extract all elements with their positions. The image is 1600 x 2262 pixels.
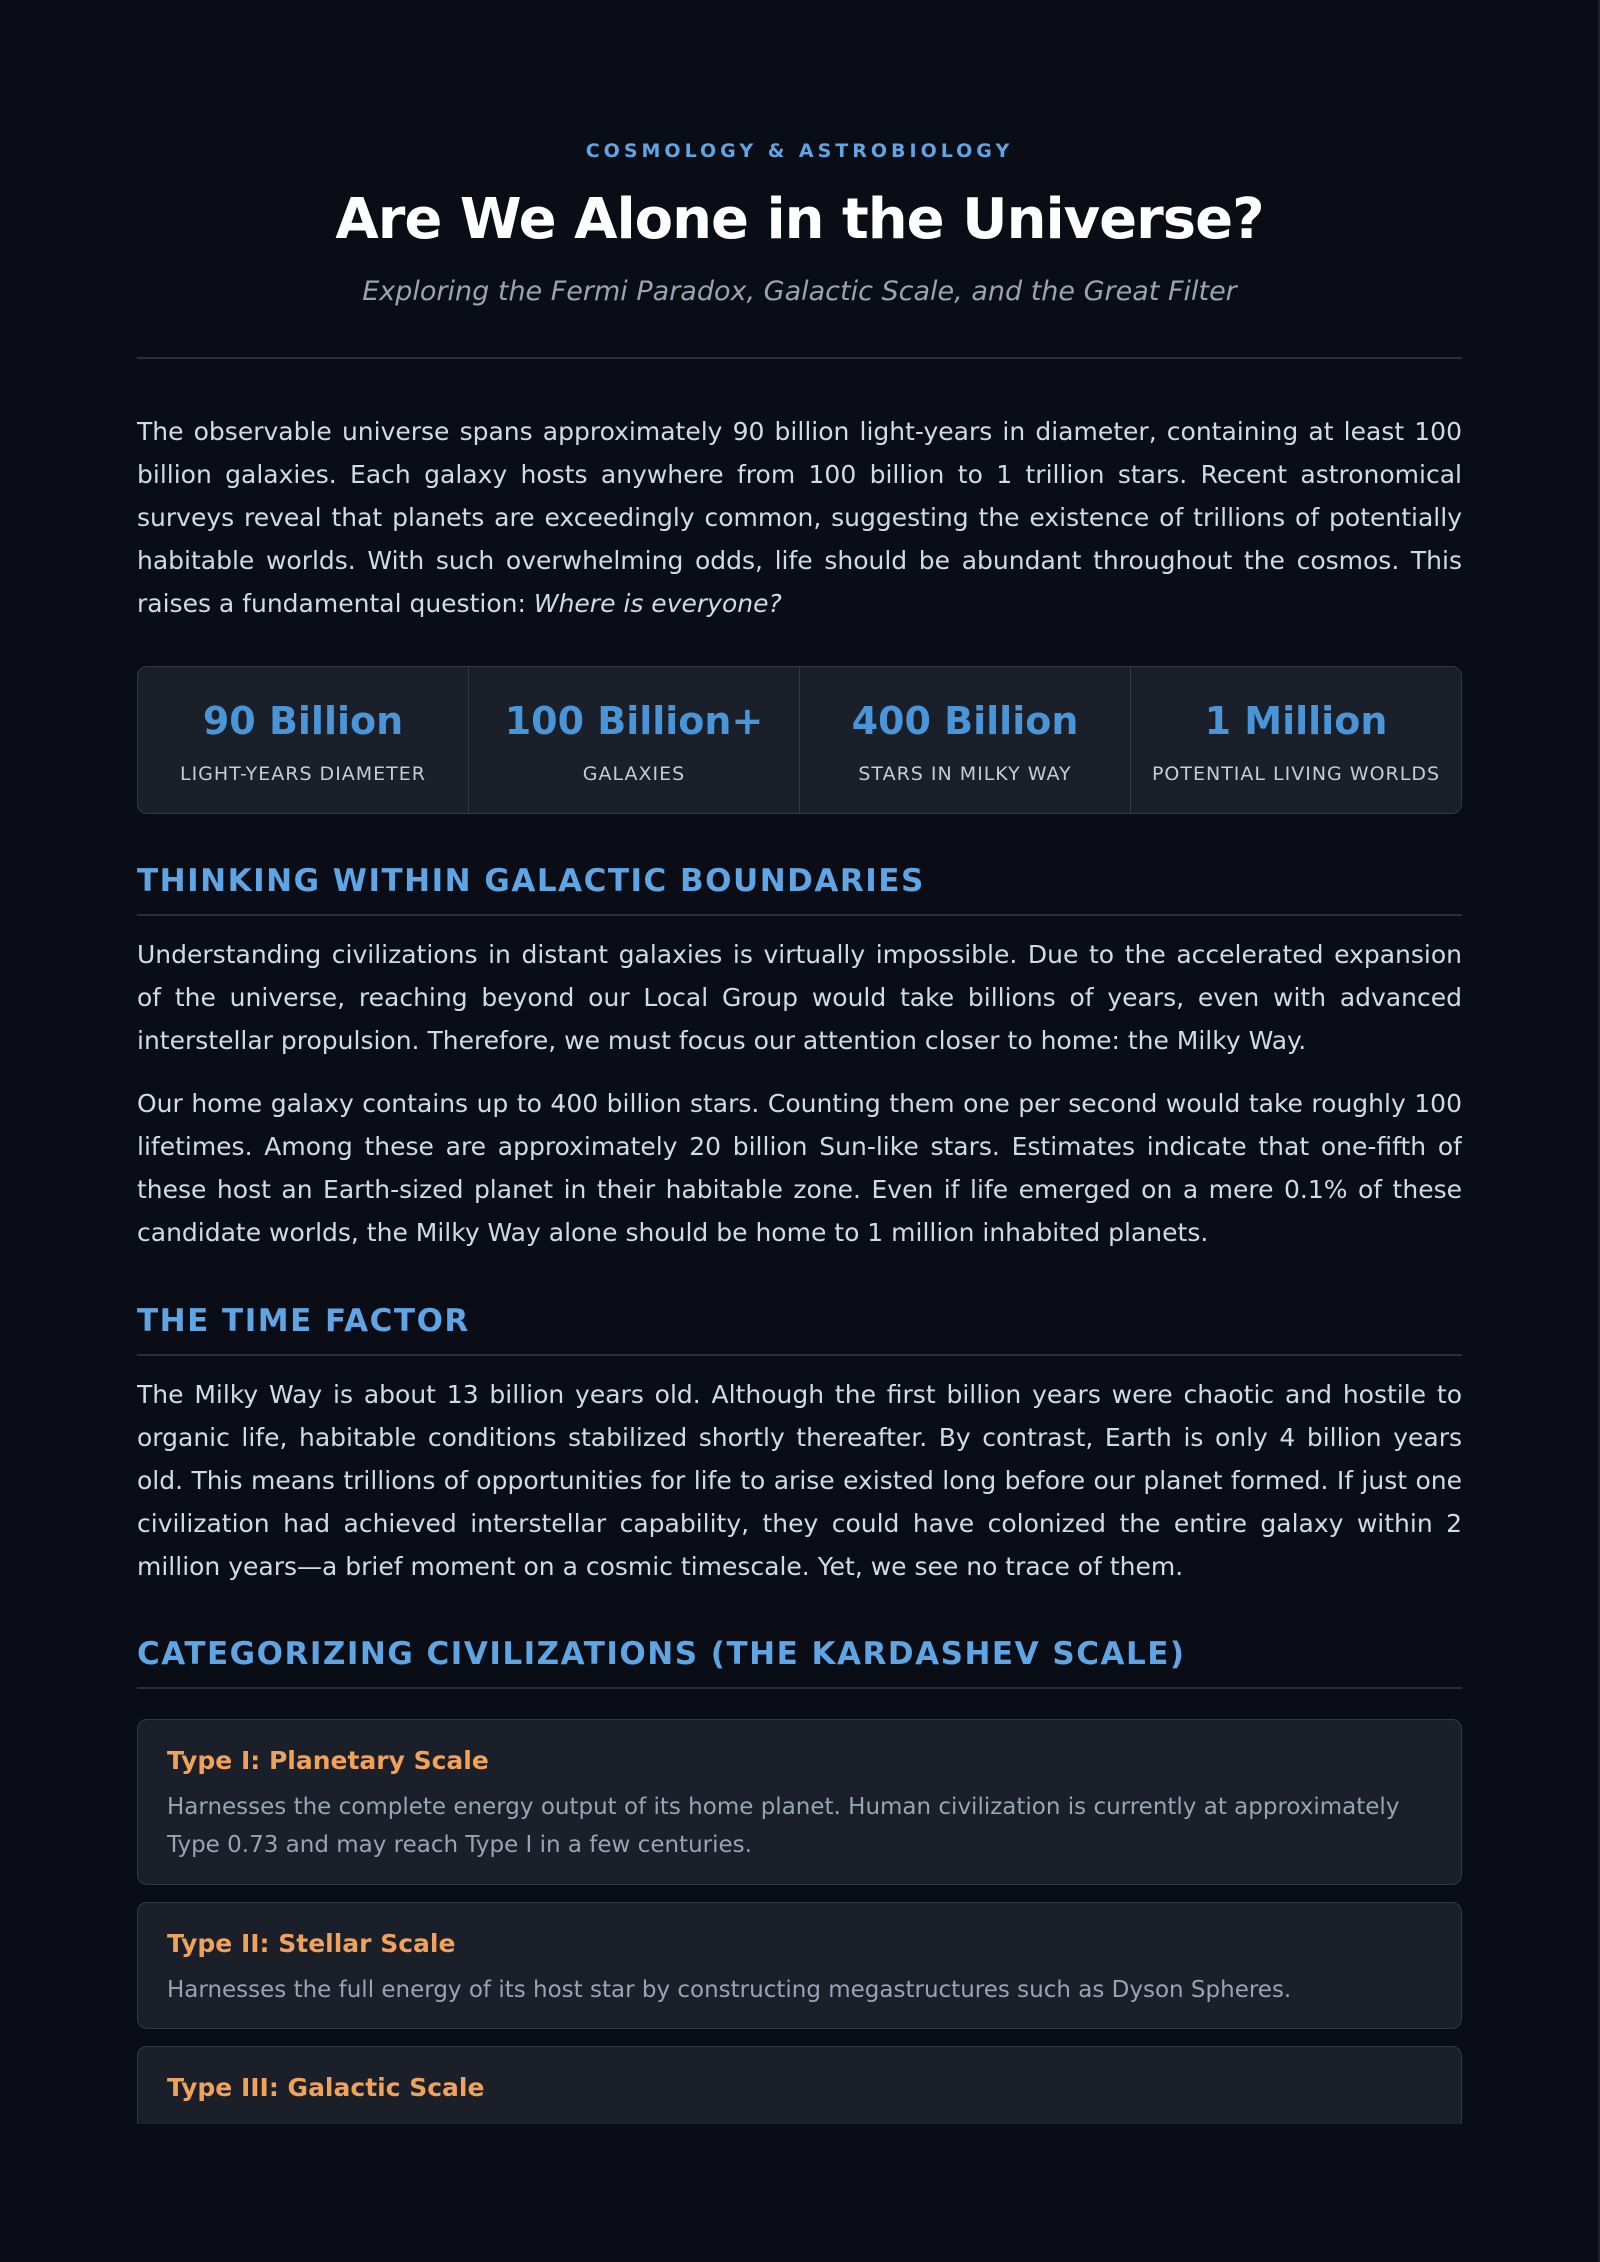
section-divider: [137, 1354, 1462, 1356]
article: [137, 0, 1462, 2124]
stats-panel: [137, 666, 1462, 814]
section-heading-galactic: THINKING WITHIN GALACTIC BOUNDARIES: [137, 863, 925, 899]
section-heading-time: THE TIME FACTOR: [137, 1303, 470, 1339]
stat-label: POTENTIAL LIVING WORLDS: [1151, 763, 1441, 785]
stat-card: [138, 667, 469, 813]
stat-card: [1131, 667, 1461, 813]
header-divider: [137, 357, 1462, 359]
card-title: Type II: Stellar Scale: [167, 1929, 456, 1958]
article-kicker: COSMOLOGY & ASTROBIOLOGY: [585, 140, 1014, 162]
galactic-paragraph-2: Our home galaxy contains up to 400 billion stars. Counting them one per second would take roughly 100 lifetimes. Among these are approximately 20 billion Sun-like stars. Estimates indicate that one-fifth of these host an Earth-sized planet in their habitable zone. Even if life emerged on a mere 0.1% of these candidate worlds, the Milky Way alone should be home to 1 million inhabited planets.: [137, 1089, 1462, 1247]
intro-emphasis: Where is everyone?: [533, 589, 782, 618]
intro-paragraph: [137, 410, 1462, 625]
stat-card: [469, 667, 800, 813]
stat-value: 100 Billion+: [504, 699, 764, 743]
stat-card: [800, 667, 1131, 813]
section-heading-kardashev: CATEGORIZING CIVILIZATIONS (THE KARDASHEV SCALE): [137, 1636, 1186, 1672]
card-title: Type I: Planetary Scale: [167, 1746, 489, 1775]
intro-text: The observable universe spans approximately 90 billion light-years in diameter, containing at least 100 billion galaxies. Each galaxy hosts anywhere from 100 billion to 1 trillion stars. Recent astronomical surveys reveal that planets are exceedingly common, suggesting the existence of trillions of potentially habitable worlds. With such overwhelming odds, life should be abundant throughout the cosmos. This raises a fundamental question:: [137, 417, 1462, 618]
stat-label: STARS IN MILKY WAY: [858, 763, 1072, 785]
article-title: Are We Alone in the Universe?: [335, 187, 1264, 252]
article-subtitle: Exploring the Fermi Paradox, Galactic Scale, and the Great Filter: [362, 276, 1237, 307]
section-divider: [137, 1687, 1462, 1689]
card-description: Harnesses the complete energy output of its home planet. Human civilization is currently at approximately Type 0.73 and may reach Type I in a few centuries.: [167, 1794, 1400, 1858]
galactic-paragraph-1: Understanding civilizations in distant galaxies is virtually impossible. Due to the accelerated expansion of the universe, reaching beyond our Local Group would take billions of years, even with advanced interstellar propulsion. Therefore, we must focus our attention closer to home: the Milky Way.: [137, 940, 1462, 1055]
stat-value: 90 Billion: [202, 699, 404, 743]
stat-label: GALAXIES: [582, 763, 686, 785]
stat-value: 400 Billion: [851, 699, 1079, 743]
kardashev-card-type-1: [137, 1719, 1462, 1885]
kardashev-card-type-3: [137, 2046, 1462, 2124]
stat-value: 1 Million: [1204, 699, 1388, 743]
time-paragraph: The Milky Way is about 13 billion years old. Although the first billion years were chaotic and hostile to organic life, habitable conditions stabilized shortly thereafter. By contrast, Earth is only 4 billion years old. This means trillions of opportunities for life to arise existed long before our planet formed. If just one civilization had achieved interstellar capability, they could have colonized the entire galaxy within 2 million years—a brief moment on a cosmic timescale. Yet, we see no trace of them.: [137, 1380, 1462, 1581]
card-title: Type III: Galactic Scale: [167, 2073, 485, 2102]
kardashev-card-type-2: [137, 1902, 1462, 2029]
stat-label: LIGHT-YEARS DIAMETER: [179, 763, 426, 785]
card-description: Harnesses the full energy of its host star by constructing megastructures such as Dyson Spheres.: [167, 1977, 1292, 2003]
section-divider: [137, 914, 1462, 916]
